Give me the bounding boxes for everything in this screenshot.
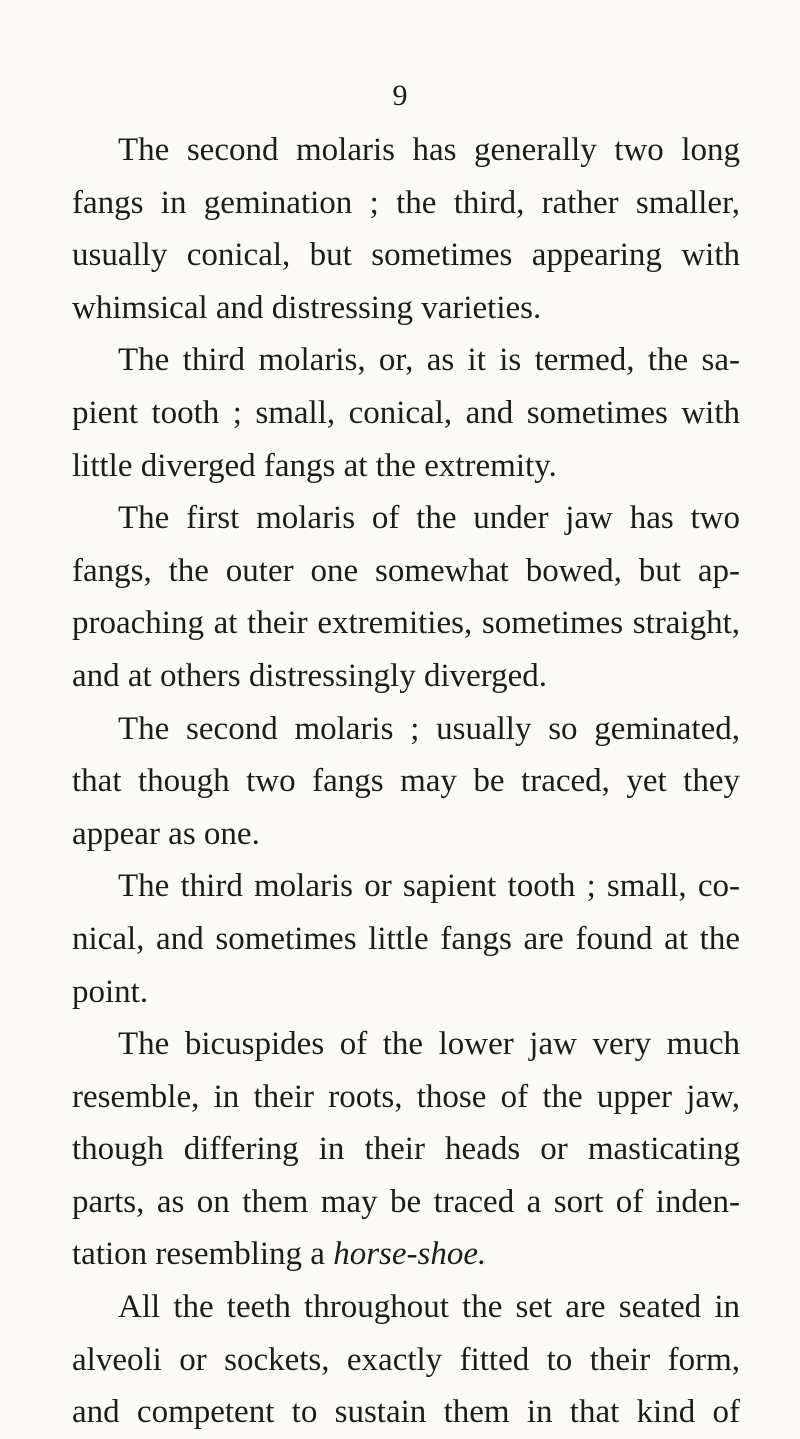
text-line: usually conical, but sometimes appearing with [72, 237, 740, 274]
text-line: The bicuspides of the lower jaw very much [118, 1026, 740, 1063]
italic-text-run: horse-shoe. [333, 1236, 487, 1273]
text-line: and competent to sustain them in that kind of [72, 1394, 740, 1431]
text-line: appear as one. [72, 815, 260, 852]
text-line: The third molaris or sapient tooth ; small, co- [118, 868, 740, 905]
text-line: fangs, the outer one somewhat bowed, but ap- [72, 552, 740, 589]
text-line: little diverged fangs at the extremity. [72, 447, 557, 484]
text-line: All the teeth throughout the set are seated in [118, 1289, 740, 1326]
text-line: alveoli or sockets, exactly fitted to their form, [72, 1341, 740, 1378]
text-line: pient tooth ; small, conical, and sometimes with [72, 394, 740, 431]
page-number: 9 [392, 79, 408, 112]
text-line: The first molaris of the under jaw has two [118, 500, 740, 537]
text-line: whimsical and distressing varieties. [72, 289, 542, 326]
text-line-with-italic [72, 1228, 740, 1281]
text-line: parts, as on them may be traced a sort of inden- [72, 1183, 740, 1220]
text-line: The second molaris ; usually so geminated, [118, 710, 740, 747]
text-line: fangs in gemination ; the third, rather smaller, [72, 184, 740, 221]
text-line: resemble, in their roots, those of the upper jaw, [72, 1078, 740, 1115]
text-run: tation resembling a [72, 1236, 325, 1273]
text-line: point. [72, 973, 149, 1010]
text-line: that though two fangs may be traced, yet they [72, 763, 740, 800]
text-line: though differing in their heads or masticating [72, 1131, 740, 1168]
text-line: nical, and sometimes little fangs are found at the [72, 920, 740, 957]
text-line: and at others distressingly diverged. [72, 657, 548, 694]
text-block [72, 124, 740, 1439]
text-line: The second molaris has generally two long [118, 132, 740, 168]
text-line: The third molaris, or, as it is termed, the sa- [118, 342, 740, 379]
text-line: proaching at their extremities, sometimes straight, [72, 605, 740, 642]
